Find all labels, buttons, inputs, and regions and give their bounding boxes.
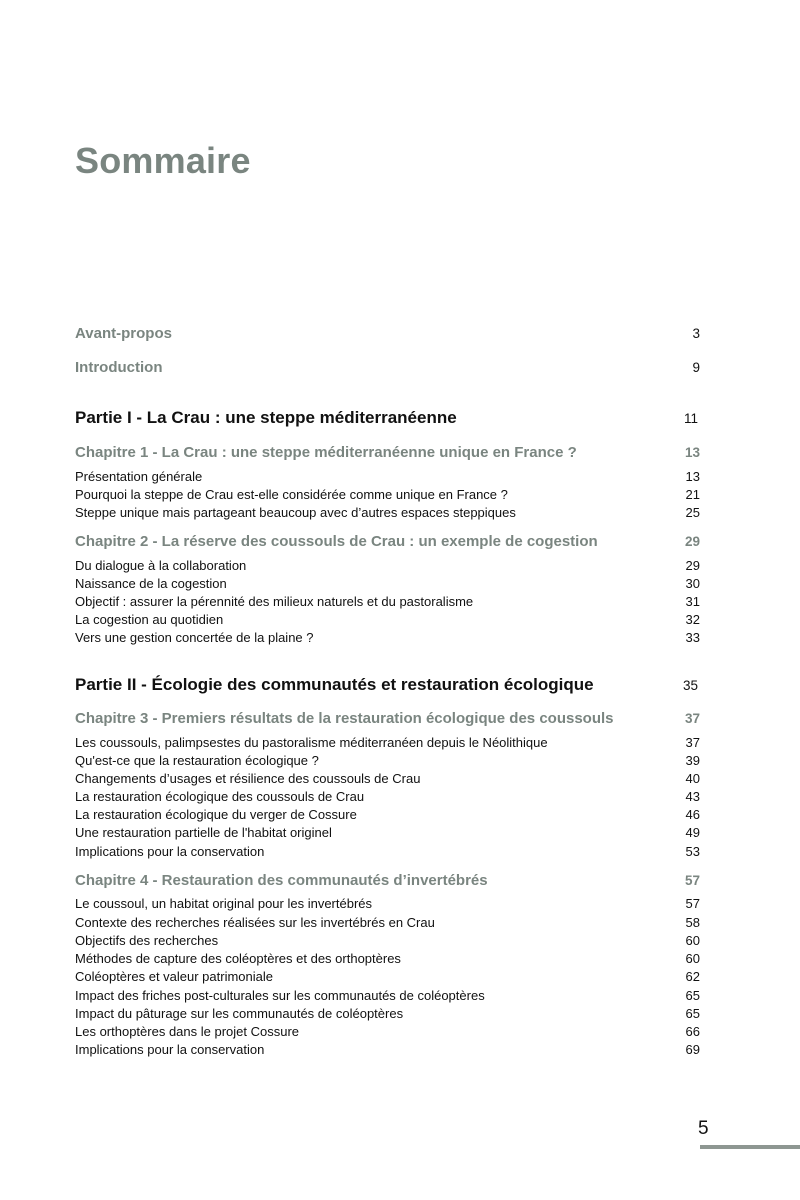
toc-page: 60 <box>685 933 700 948</box>
toc-page: 13 <box>685 469 700 484</box>
toc-page: 37 <box>684 711 700 726</box>
page-title: Sommaire <box>75 140 251 181</box>
toc-label: La restauration écologique du verger de Cossure <box>75 807 357 822</box>
toc-label: Vers une gestion concertée de la plaine ? <box>75 630 314 645</box>
toc-label: Le coussoul, un habitat original pour les invertébrés <box>75 896 373 911</box>
toc-page: 40 <box>685 771 700 786</box>
toc-label: Objectif : assurer la pérennité des milieux naturels et du pastoralisme <box>75 594 474 609</box>
toc-entry[interactable] <box>75 576 700 591</box>
toc-chapter-2[interactable] <box>75 533 700 550</box>
toc-label: La restauration écologique des coussouls de Crau <box>75 789 365 804</box>
toc-entry[interactable] <box>75 969 700 984</box>
toc-page: 65 <box>685 1006 700 1021</box>
toc-label: Méthodes de capture des coléoptères et des orthoptères <box>75 951 401 966</box>
toc-page: 3 <box>692 326 700 341</box>
toc-page: 60 <box>685 951 700 966</box>
toc-page: 13 <box>684 445 700 460</box>
toc-label: Introduction <box>75 359 163 376</box>
toc-entry[interactable] <box>75 487 700 502</box>
toc-entry[interactable] <box>75 469 700 484</box>
toc-entry[interactable] <box>75 825 700 840</box>
toc-label: Avant-propos <box>75 325 172 342</box>
toc-label: Les coussouls, palimpsestes du pastoralisme méditerranéen depuis le Néolithique <box>75 735 548 750</box>
page-number: 5 <box>698 1118 709 1139</box>
toc-entry[interactable] <box>75 1042 700 1057</box>
toc-label: Présentation générale <box>75 469 203 484</box>
toc-entry[interactable] <box>75 558 700 573</box>
toc-entry[interactable] <box>75 915 700 930</box>
toc-label: Implications pour la conservation <box>75 1042 265 1057</box>
toc-label: Coléoptères et valeur patrimoniale <box>75 969 273 984</box>
toc-page: 29 <box>685 558 700 573</box>
toc-chapter-label: Chapitre 4 - Restauration des communautés d’invertébrés <box>75 872 488 889</box>
toc-page: 65 <box>685 988 700 1003</box>
toc-entry[interactable] <box>75 933 700 948</box>
toc-chapter-4[interactable] <box>75 872 700 889</box>
toc-chapter-label: Chapitre 3 - Premiers résultats de la restauration écologique des coussouls <box>75 710 614 727</box>
toc-page: 49 <box>685 825 700 840</box>
toc-page: 30 <box>685 576 700 591</box>
toc-entry[interactable] <box>75 1006 700 1021</box>
toc-chapter-3[interactable] <box>75 710 700 727</box>
toc-part-1[interactable] <box>75 408 700 428</box>
toc-entry[interactable] <box>75 844 700 859</box>
toc-part-label: Partie II - Écologie des communautés et restauration écologique <box>75 675 594 694</box>
toc-entry[interactable] <box>75 789 700 804</box>
toc-label: Contexte des recherches réalisées sur les invertébrés en Crau <box>75 915 435 930</box>
toc-entry[interactable] <box>75 753 700 768</box>
toc-page: 57 <box>684 873 700 888</box>
toc-chapter-label: Chapitre 2 - La réserve des coussouls de Crau : un exemple de cogestion <box>75 533 598 550</box>
toc-label: Une restauration partielle de l'habitat originel <box>75 825 332 840</box>
toc-page: 9 <box>692 360 700 375</box>
toc-page: 53 <box>685 844 700 859</box>
toc-page: 11 <box>683 411 698 426</box>
toc-label: Les orthoptères dans le projet Cossure <box>75 1024 300 1039</box>
toc-chapter-label: Chapitre 1 - La Crau : une steppe méditerranéenne unique en France ? <box>75 444 577 461</box>
toc-label: Du dialogue à la collaboration <box>75 558 247 573</box>
toc-label: Qu'est-ce que la restauration écologique ? <box>75 753 319 768</box>
toc-entry[interactable] <box>75 735 700 750</box>
toc-entry[interactable] <box>75 988 700 1003</box>
toc-label: La cogestion au quotidien <box>75 612 224 627</box>
toc-entry[interactable] <box>75 771 700 786</box>
toc-page: 29 <box>684 534 700 549</box>
toc-label: Pourquoi la steppe de Crau est-elle considérée comme unique en France ? <box>75 487 508 502</box>
toc-page: 62 <box>685 969 700 984</box>
toc-page: 25 <box>685 505 700 520</box>
toc-entry[interactable] <box>75 896 700 911</box>
page-number-rule <box>700 1145 800 1149</box>
toc-chapter-1[interactable] <box>75 444 700 461</box>
toc-label: Changements d’usages et résilience des coussouls de Crau <box>75 771 421 786</box>
toc-page: 57 <box>685 896 700 911</box>
toc-page: 43 <box>685 789 700 804</box>
toc-page: 21 <box>685 487 700 502</box>
toc-page: 33 <box>685 630 700 645</box>
toc-label: Objectifs des recherches <box>75 933 219 948</box>
toc-page: 32 <box>685 612 700 627</box>
toc-entry-introduction[interactable] <box>75 359 700 376</box>
toc-part-label: Partie I - La Crau : une steppe méditerranéenne <box>75 408 457 427</box>
toc-entry[interactable] <box>75 1024 700 1039</box>
toc-label: Naissance de la cogestion <box>75 576 227 591</box>
toc-label: Impact des friches post-culturales sur les communautés de coléoptères <box>75 988 485 1003</box>
toc-page: 66 <box>685 1024 700 1039</box>
toc-entry-avant-propos[interactable] <box>75 325 700 342</box>
toc-entry[interactable] <box>75 505 700 520</box>
toc-entry[interactable] <box>75 594 700 609</box>
toc-label: Implications pour la conservation <box>75 844 265 859</box>
toc-entry[interactable] <box>75 612 700 627</box>
toc-page: 69 <box>685 1042 700 1057</box>
toc-part-2[interactable] <box>75 675 700 695</box>
toc-label: Impact du pâturage sur les communautés de coléoptères <box>75 1006 404 1021</box>
toc-label: Steppe unique mais partageant beaucoup avec d’autres espaces steppiques <box>75 505 516 520</box>
toc-page: 46 <box>685 807 700 822</box>
toc-entry[interactable] <box>75 807 700 822</box>
toc-page: 37 <box>685 735 700 750</box>
toc-page: 31 <box>685 594 700 609</box>
toc-entry[interactable] <box>75 630 700 645</box>
toc-entry[interactable] <box>75 951 700 966</box>
toc-page: 58 <box>685 915 700 930</box>
toc-page: 35 <box>682 678 698 693</box>
toc-page: 39 <box>685 753 700 768</box>
